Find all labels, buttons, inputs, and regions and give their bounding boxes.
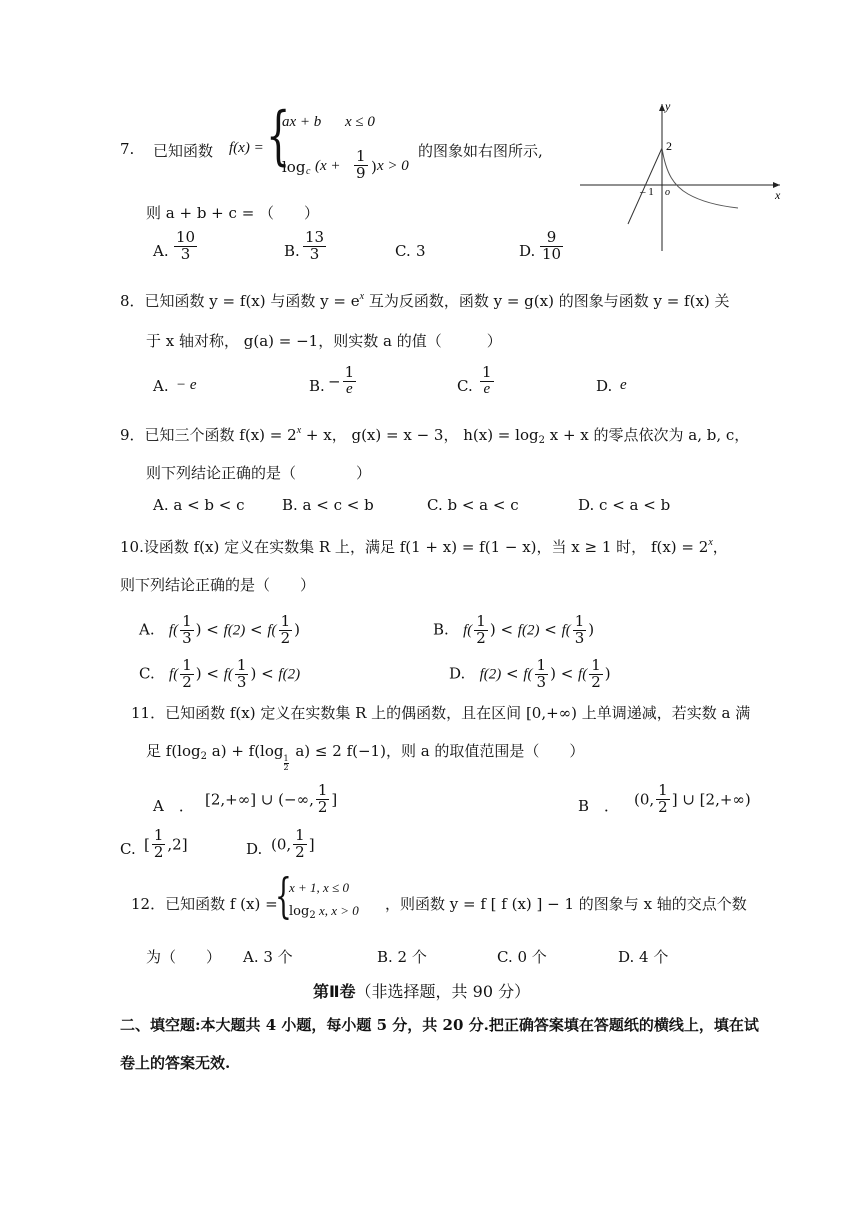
q7-option-b-label: B.	[284, 242, 300, 260]
q9-line1: 9．已知三个函数 $f(x) = 2^x + x$， g(x) = x − 3， $h(x) = \log_2 x + x$ 的零点依次为 a, b, c，	[120, 425, 750, 446]
q7-piece1: ax + b	[282, 114, 322, 130]
graph-x-label: x	[775, 188, 781, 202]
q8-option-a-label: A.	[153, 377, 169, 395]
q12-tail: ，则函数 y = f [ f (x) ] − 1 的图象与 x 轴的交点个数	[385, 895, 747, 913]
q7-option-c: 3	[416, 242, 426, 260]
q7-cond1: x ≤ 0	[345, 114, 375, 130]
q10-option-c: C. f( $\frac{1}{2}$ ) < f( $\frac{1}{3}$ ) < f(2)	[139, 656, 301, 691]
q12-line2: 为（ ）	[146, 948, 222, 966]
q10-line2: 则下列结论正确的是（ ）	[120, 576, 316, 594]
q7-fx: f(x) =	[229, 140, 264, 156]
q9-option-d: D. c < a < b	[578, 496, 671, 514]
q8-line1: 8．已知函数 y = f(x) 与函数 $y = e^x$ 互为反函数，函数 y = g(x) 的图象与函数 y = f(x) 关	[120, 291, 730, 310]
q8-option-c-label: C.	[457, 377, 473, 395]
q10-option-a: A. f( $\frac{1}{3}$ ) < f(2) < f( $\frac{1}{2}$ )	[139, 612, 300, 647]
q7-log-close: )	[371, 158, 377, 176]
q12-option-c: C. 0 个	[497, 948, 547, 966]
q11-option-a: [2,+∞] ∪ (−∞, $\frac{1}{2}$ ]	[205, 781, 338, 816]
q11-option-c-label: C.	[120, 840, 136, 858]
q7-option-c-label: C.	[395, 242, 411, 260]
q7-option-a: $\frac{10}{3}$	[176, 228, 196, 263]
q7-option-a-label: A.	[153, 242, 169, 260]
q7-option-d: $\frac{9}{10}$	[542, 228, 562, 263]
graph-mark-2: 2	[666, 139, 672, 153]
q7-log-arg: (x +	[315, 158, 341, 174]
q11-line2: 足 $f(\log_2$ a) + f(log $\frac{1}{2}$ a) ≤ 2 f(−1)，则 a 的取值范围是（ ）	[146, 742, 585, 772]
fill-in-instructions-line2: 卷上的答案无效.	[120, 1054, 231, 1072]
q8-option-a: − e	[176, 377, 197, 393]
q11-option-a-label: A ．	[153, 797, 194, 815]
q7-number: 7.	[120, 140, 135, 158]
part-two-title: 第Ⅱ卷（非选择题，共 90 分）	[313, 982, 531, 1001]
q7-log: log	[282, 158, 306, 176]
graph-origin: o	[665, 187, 670, 198]
q8-option-b: − $\frac{1}{e}$	[328, 363, 355, 397]
q11-option-b-label: B ．	[578, 797, 620, 815]
q7-brace: {	[266, 99, 291, 173]
q10-line1: 10.设函数 f(x) 定义在实数集 R 上，满足 f(1 + x) = f(1 − x)，当 x ≥ 1 时， $f(x) = 2^x$，	[120, 537, 728, 556]
fill-in-instructions-line1: 二、填空题:本大题共 4 小题，每小题 5 分，共 20 分.把正确答案填在答题纸的横线上，填在试	[120, 1016, 759, 1034]
q7-log-frac: $\frac{1}{9}$	[356, 147, 366, 182]
q12-piece2: $\log_2 x$, x > 0	[289, 903, 359, 921]
graph-log-curve	[662, 148, 738, 208]
q12-option-b: B. 2 个	[377, 948, 427, 966]
q8-option-d-label: D.	[596, 377, 613, 395]
q7-lead: 已知函数	[153, 142, 214, 160]
q10-option-d: D. f(2) < f( $\frac{1}{3}$ ) < f( $\frac{1}{2}$ )	[449, 656, 611, 691]
graph-mark-neg1: – 1	[640, 186, 654, 198]
q11-option-b: (0, $\frac{1}{2}$ ] ∪ [2,+∞)	[634, 781, 751, 816]
q10-option-b: B. f( $\frac{1}{2}$ ) < f(2) < f( $\frac{1}{3}$ )	[433, 612, 595, 647]
q8-option-c: $\frac{1}{e}$	[482, 363, 492, 397]
graph-y-label: y	[665, 99, 671, 113]
q12-option-a: A. 3 个	[243, 948, 293, 966]
q7-ask: 则 a + b + c = （ ）	[146, 204, 320, 222]
q7-log-base: c	[306, 166, 311, 177]
q8-option-b-label: B.	[309, 377, 325, 395]
q7-option-b: $\frac{13}{3}$	[305, 228, 325, 263]
q11-option-d-label: D.	[246, 840, 263, 858]
q11-line1: 11．已知函数 f(x) 定义在实数集 R 上的偶函数，且在区间 [0,+∞) 上单调递减，若实数 a 满	[131, 704, 751, 722]
q8-option-d: e	[620, 377, 627, 393]
q9-option-c: C. b < a < c	[427, 496, 519, 514]
q7-option-d-label: D.	[519, 242, 536, 260]
q7-cond2: x > 0	[377, 158, 409, 174]
q9-line2: 则下列结论正确的是（ ）	[146, 464, 372, 482]
q7-tail: 的图象如右图所示,	[418, 142, 543, 160]
q12-option-d: D. 4 个	[618, 948, 669, 966]
q12-piece1: x + 1, x ≤ 0	[289, 880, 349, 895]
q12-lead: 12．已知函数 f (x) =	[131, 895, 278, 913]
q11-option-c: [ $\frac{1}{2}$ ,2]	[144, 826, 188, 861]
q8-line2: 于 x 轴对称， g(a) = −1，则实数 a 的值（ ）	[146, 332, 502, 350]
q7-function-graph	[570, 96, 790, 256]
q11-option-d: (0, $\frac{1}{2}$ ]	[271, 826, 315, 861]
q9-option-b: B. a < c < b	[282, 496, 374, 514]
q12-brace: {	[275, 868, 292, 924]
q9-option-a: A. a < b < c	[153, 496, 245, 514]
